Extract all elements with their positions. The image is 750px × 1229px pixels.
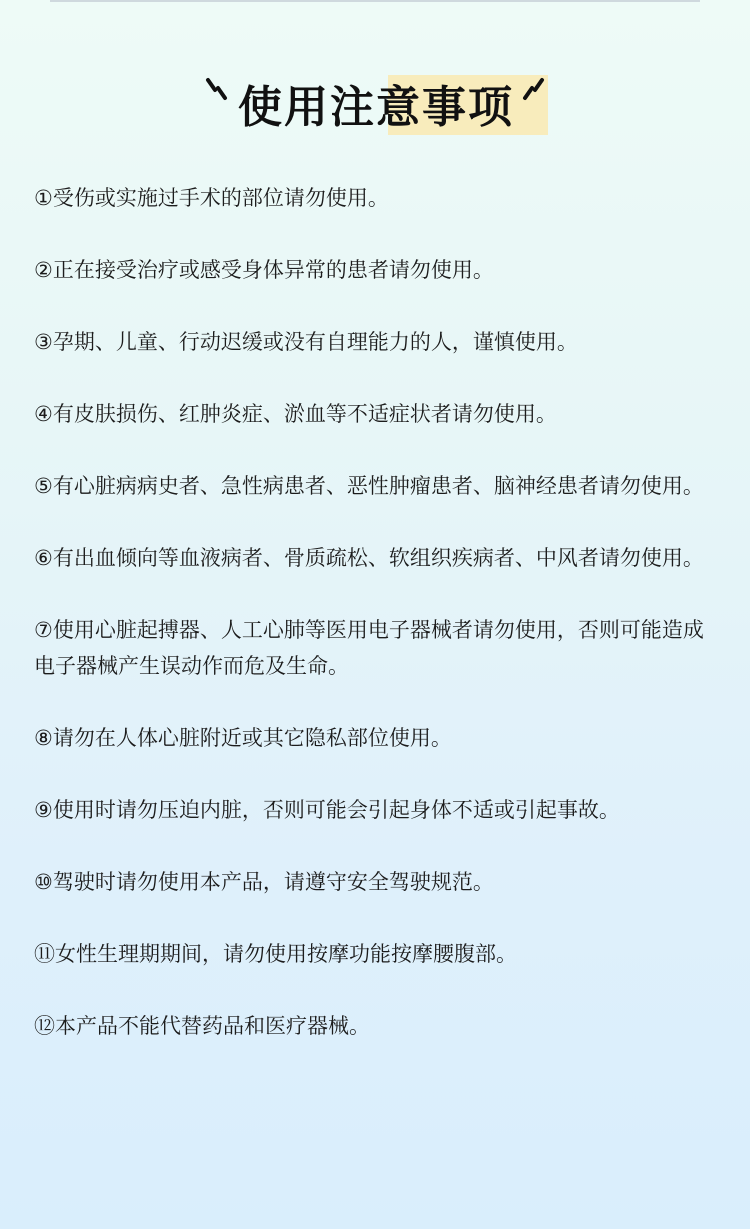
note-item-2: ②正在接受治疗或感受身体异常的患者请勿使用。 bbox=[34, 258, 494, 282]
note-item-8: ⑧请勿在人体心脏附近或其它隐私部位使用。 bbox=[34, 726, 452, 750]
right-spark-icon bbox=[520, 74, 546, 114]
note-item-4: ④有皮肤损伤、红肿炎症、淤血等不适症状者请勿使用。 bbox=[34, 402, 557, 426]
top-divider bbox=[50, 0, 700, 2]
note-item-1: ①受伤或实施过手术的部位请勿使用。 bbox=[34, 186, 389, 210]
note-item-12: ⑫本产品不能代替药品和医疗器械。 bbox=[34, 1014, 370, 1038]
left-spark-icon bbox=[204, 74, 230, 114]
title-section bbox=[0, 68, 750, 138]
page-title: 使用注意事项 bbox=[238, 82, 514, 133]
note-item-9: ⑨使用时请勿压迫内脏，否则可能会引起身体不适或引起事故。 bbox=[34, 798, 620, 822]
note-item-6: ⑥有出血倾向等血液病者、骨质疏松、软组织疾病者、中风者请勿使用。 bbox=[34, 546, 704, 570]
note-item-7: ⑦使用心脏起搏器、人工心肺等医用电子器械者请勿使用，否则可能造成电子器械产生误动作而危及生命。 bbox=[34, 618, 704, 678]
note-item-5: ⑤有心脏病病史者、急性病患者、恶性肿瘤患者、脑神经患者请勿使用。 bbox=[34, 474, 704, 498]
notes-list bbox=[34, 180, 724, 1080]
note-item-3: ③孕期、儿童、行动迟缓或没有自理能力的人，谨慎使用。 bbox=[34, 330, 578, 354]
note-item-10: ⑩驾驶时请勿使用本产品，请遵守安全驾驶规范。 bbox=[34, 870, 494, 894]
title-group bbox=[204, 71, 546, 135]
note-item-11: ⑪女性生理期期间，请勿使用按摩功能按摩腰腹部。 bbox=[34, 942, 517, 966]
